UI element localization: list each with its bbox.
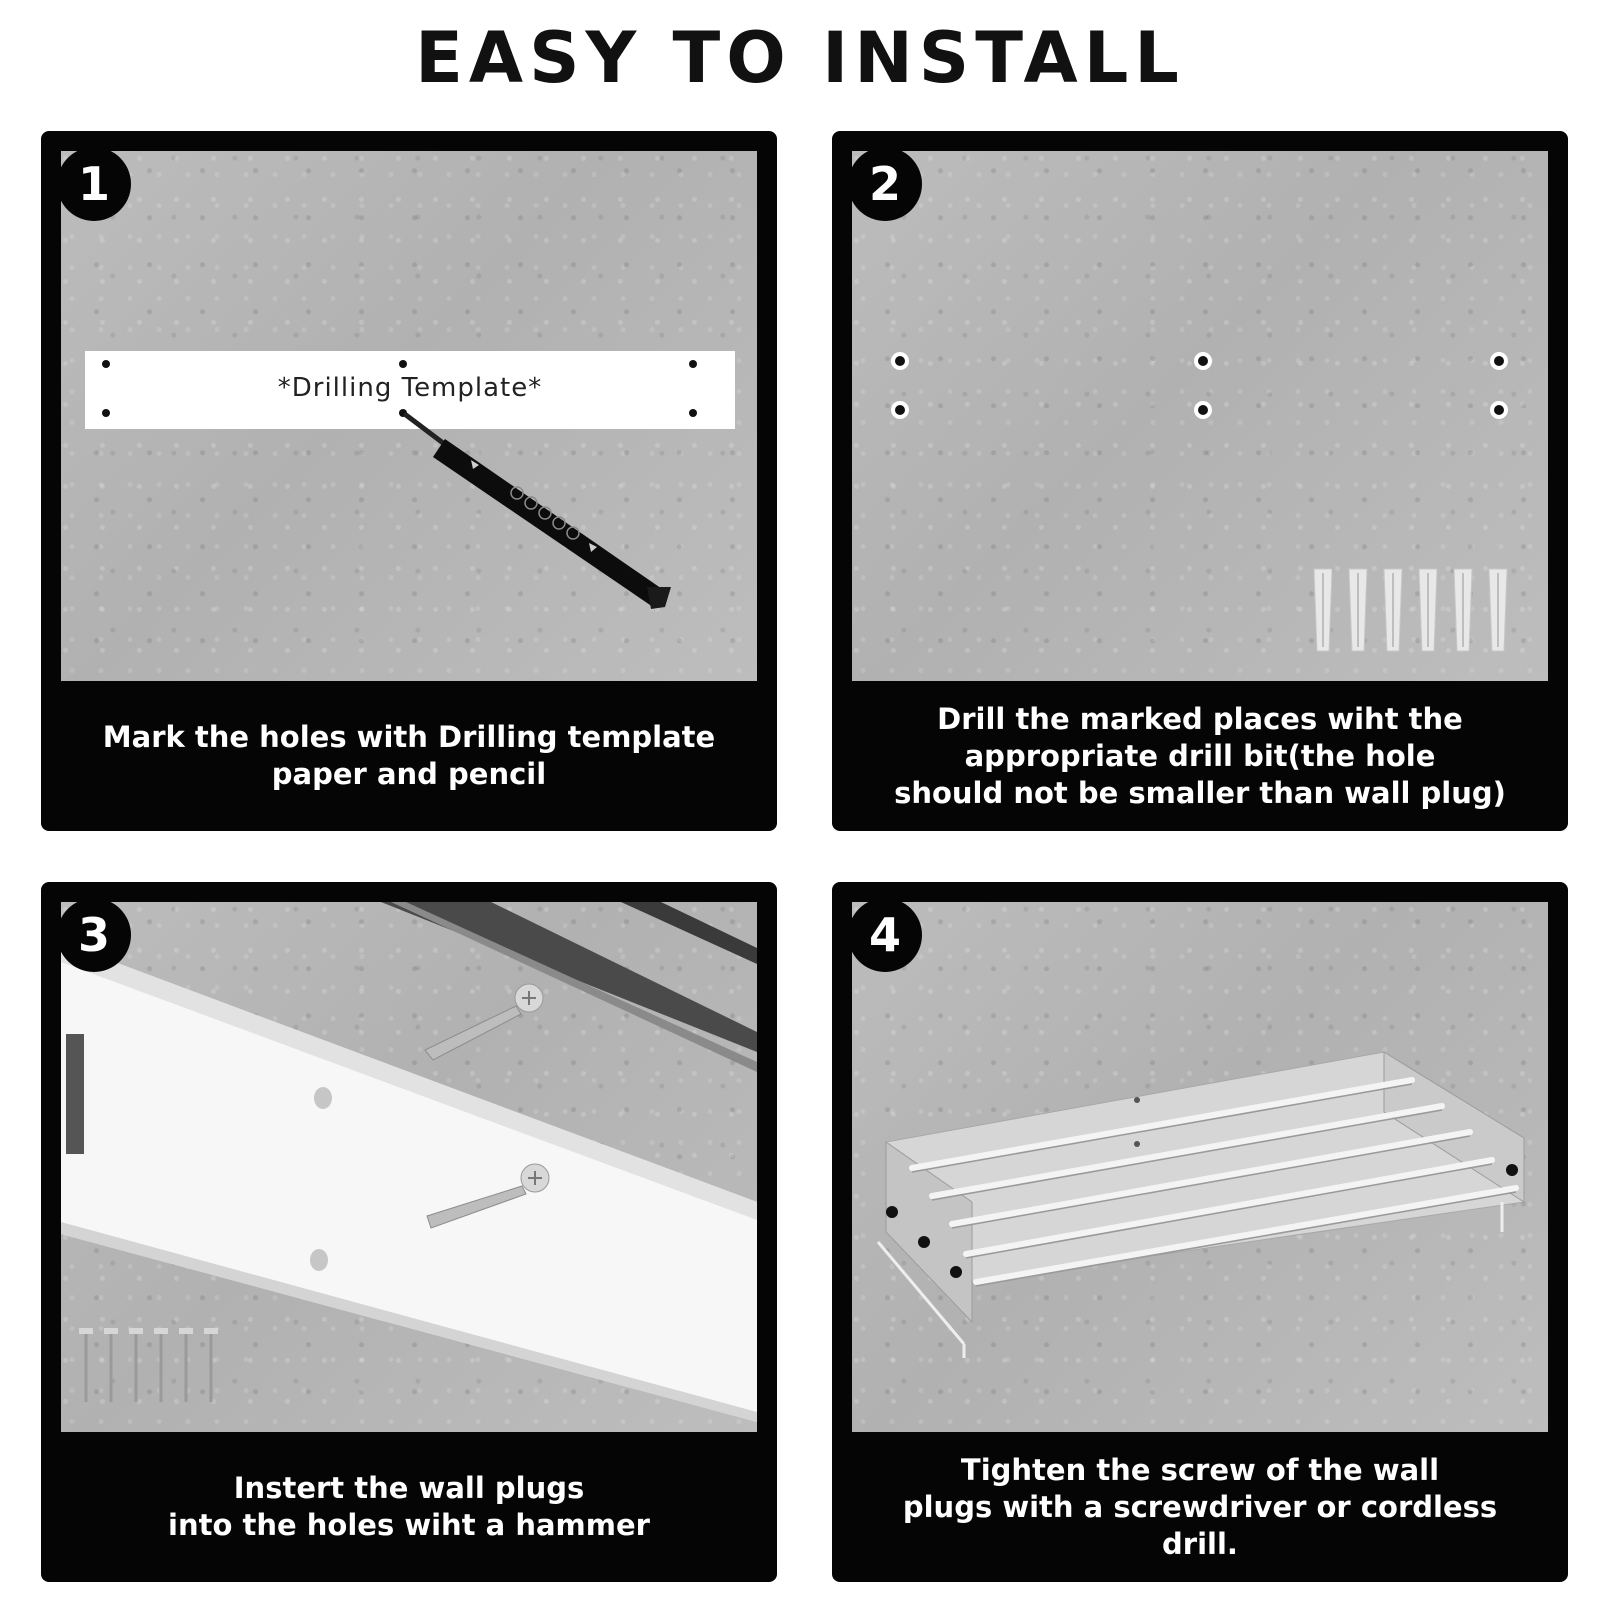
step-2-caption: Drill the marked places wiht the appropriate drill bit(the hole should not be smaller than wall plug)	[894, 701, 1506, 810]
step-2-illustration	[852, 151, 1548, 681]
page-title: EASY TO INSTALL	[415, 17, 1185, 99]
step-number-badge: 2	[848, 147, 922, 221]
drilled-hole	[1198, 405, 1208, 415]
step-3-illustration	[61, 902, 757, 1432]
drilled-hole	[895, 356, 905, 366]
step-number-badge: 1	[57, 147, 131, 221]
step-4-illustration	[852, 902, 1548, 1432]
step-number-badge: 4	[848, 898, 922, 972]
step-1-card	[41, 131, 777, 831]
drying-rack-icon	[878, 1052, 1524, 1358]
template-hole-dot	[102, 360, 110, 368]
step-number-badge: 3	[57, 898, 131, 972]
wall-plugs-icon	[1314, 569, 1507, 651]
marker-pen-icon	[406, 415, 671, 609]
wall-plugs-graphic	[61, 902, 757, 1432]
step-2-card	[832, 131, 1568, 831]
template-hole-dot	[102, 409, 110, 417]
screw-icon	[425, 984, 543, 1060]
template-hole-dot	[689, 360, 697, 368]
template-hole-dot	[689, 409, 697, 417]
drilling-template-label: *Drilling Template*	[277, 373, 543, 403]
step-4-caption: Tighten the screw of the wall plugs with a screwdriver or cordless drill.	[902, 1452, 1498, 1561]
step-3-caption: Instert the wall plugs into the holes wiht a hammer	[168, 1471, 650, 1542]
step-1-caption: Mark the holes with Drilling template paper and pencil	[102, 720, 716, 791]
step-4-card	[832, 882, 1568, 1582]
marker-pen-graphic	[61, 151, 757, 681]
screws-bundle-icon	[86, 1334, 211, 1402]
template-hole-dot	[399, 360, 407, 368]
drilled-hole	[1494, 356, 1504, 366]
step-3-card	[41, 882, 777, 1582]
drilled-hole	[895, 405, 905, 415]
step-1-illustration	[61, 151, 757, 681]
drilled-holes-graphic	[852, 151, 1548, 681]
drilled-hole	[1198, 356, 1208, 366]
drilled-hole	[1494, 405, 1504, 415]
mounted-rack-graphic	[852, 902, 1548, 1432]
